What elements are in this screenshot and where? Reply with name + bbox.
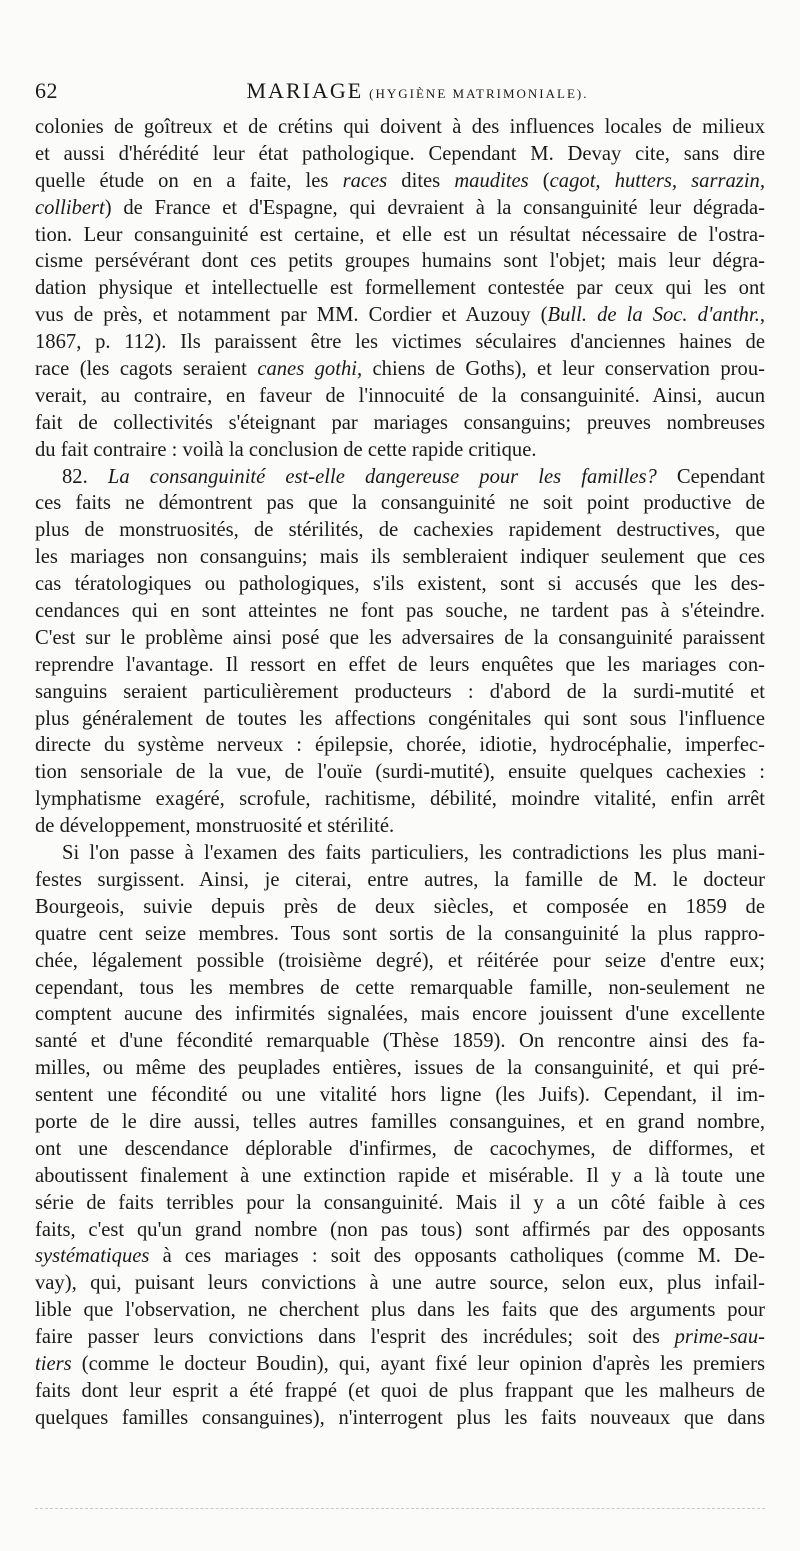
text-line: du fait contraire : voilà la conclusion de cette rapide critique. <box>35 438 537 461</box>
text-line: 1867, p. 112). Ils paraissent être les victimes séculaires d'anciennes haines de <box>35 331 765 354</box>
bottom-rule <box>35 1508 765 1509</box>
text-line: ces faits ne démontrent pas que la consanguinité ne soit point productive de <box>35 492 765 515</box>
text-line: colonies de goîtreux et de crétins qui doivent à des influences locales de milieux <box>35 116 765 138</box>
text-line: lible que l'observation, ne cherchent plus dans les faits que des arguments pour <box>35 1299 765 1322</box>
text-line: tiers (comme le docteur Boudin), qui, ayant fixé leur opinion d'après les premiers <box>35 1352 765 1375</box>
text-line: tion sensoriale de la vue, de l'ouïe (surdi-mutité), ensuite quelques cachexies : <box>35 761 765 784</box>
text-line: collibert) de France et d'Espagne, qui devraient à la consanguinité leur dégrada- <box>35 196 765 219</box>
text-line: chée, légalement possible (troisième degré), et réitérée pour seize d'entre eux; <box>35 949 765 972</box>
text-line: cas tératologiques ou pathologiques, s'ils existent, sont si accusés que les des- <box>35 573 765 596</box>
text-line: plus généralement de toutes les affections congénitales qui sont sous l'influence <box>35 707 765 730</box>
text-line: race (les cagots seraient canes gothi, chiens de Goths), et leur conservation prou- <box>35 358 765 381</box>
running-title-main: MARIAGE <box>246 78 364 103</box>
text-line: reprendre l'avantage. Il ressort en effet de leurs enquêtes que les mariages con- <box>35 653 765 676</box>
text-line: de développement, monstruosité et stérilité. <box>35 815 395 838</box>
text-line: sanguins seraient particulièrement producteurs : d'abord de la surdi-mutité et <box>35 680 765 703</box>
text-line: santé et d'une fécondité remarquable (Thèse 1859). On rencontre ainsi des fa- <box>35 1030 765 1053</box>
text-line: systématiques à ces mariages : soit des opposants catholiques (comme M. De- <box>35 1245 765 1268</box>
text-line: quelle étude on en a faite, les races dites maudites (cagot, hutters, sarrazin, <box>35 169 765 192</box>
text-line: 82. La consanguinité est-elle dangereuse pour les familles? Cependant <box>62 465 766 488</box>
running-title <box>35 78 760 104</box>
text-line: milles, ou même des peuplades entières, issues de la consanguinité, et qui pré- <box>35 1057 765 1080</box>
text-line: aboutissent finalement à une extinction rapide et misérable. Il y a là toute une <box>35 1164 765 1187</box>
text-line: Si l'on passe à l'examen des faits particuliers, les contradictions les plus mani- <box>62 842 765 865</box>
text-line: vus de près, et notamment par MM. Cordier et Auzouy (Bull. de la Soc. d'anthr., <box>35 304 766 327</box>
page-number: 62 <box>35 78 58 103</box>
text-line: fait de collectivités s'éteignant par mariages consanguins; preuves nombreuses <box>35 411 765 434</box>
text-line: lymphatisme exagéré, scrofule, rachitisme, débilité, moindre vitalité, enfin arrêt <box>35 788 765 811</box>
text-line: porte de le dire aussi, telles autres familles consanguines, et en grand nombre, <box>35 1110 765 1133</box>
text-line: cependant, tous les membres de cette remarquable famille, non-seulement ne <box>35 976 765 999</box>
text-line: directe du système nerveux : épilepsie, chorée, idiotie, hydrocéphalie, imperfec- <box>35 734 765 757</box>
text-line: dation physique et intellectuelle est formellement contestée par ceux qui les ont <box>35 277 765 300</box>
text-line: cendances qui en sont atteintes ne font pas souche, ne tardent pas à s'éteindre. <box>35 600 765 623</box>
text-line: vay), qui, puisant leurs convictions à une autre source, selon eux, plus infail- <box>35 1272 765 1295</box>
text-line: faits dont leur esprit a été frappé (et quoi de plus frappant que les malheurs de <box>35 1379 765 1402</box>
text-line: faire passer leurs convictions dans l'esprit des incrédules; soit des prime-sau- <box>35 1326 765 1349</box>
text-line: quatre cent seize membres. Tous sont sortis de la consanguinité la plus rappro- <box>35 922 765 945</box>
text-line: les mariages non consanguins; mais ils sembleraient indiquer seulement que ces <box>35 546 765 569</box>
text-line: quelques familles consanguines), n'interrogent plus les faits nouveaux que dans <box>35 1406 765 1429</box>
text-line: verait, au contraire, en faveur de l'innocuité de la consanguinité. Ainsi, aucun <box>35 384 765 407</box>
text-line: comptent aucune des infirmités signalées, mais encore jouissent d'une excellente <box>35 1003 765 1026</box>
running-head <box>35 78 760 108</box>
text-line: ont une descendance déplorable d'infirmes, de cacochymes, de difformes, et <box>35 1137 765 1160</box>
text-line: C'est sur le problème ainsi posé que les adversaires de la consanguinité paraissent <box>35 626 765 649</box>
text-line: et aussi d'hérédité leur état pathologique. Cependant M. Devay cite, sans dire <box>35 142 765 165</box>
text-line: plus de monstruosités, de stérilités, de cachexies rapidement destructives, que <box>35 519 765 542</box>
text-line: cisme persévérant dont ces petits groupes humains sont l'objet; mais leur dégra- <box>35 250 765 273</box>
running-title-subtitle: (HYGIÈNE MATRIMONIALE). <box>369 86 589 101</box>
text-line: Bourgeois, suivie depuis près de deux siècles, et composée en 1859 de <box>35 895 765 918</box>
text-line: faits, c'est qu'un grand nombre (non pas tous) sont affirmés par des opposants <box>35 1218 765 1241</box>
text-line: festes surgissent. Ainsi, je citerai, entre autres, la famille de M. le docteur <box>35 868 765 891</box>
text-line: série de faits terribles pour la consanguinité. Mais il y a un côté faible à ces <box>35 1191 765 1214</box>
body-text <box>35 114 765 1432</box>
text-line: sentent une fécondité ou une vitalité hors ligne (les Juifs). Cependant, il im- <box>35 1084 765 1107</box>
text-line: tion. Leur consanguinité est certaine, et elle est un résultat nécessaire de l'ostra- <box>35 223 765 246</box>
